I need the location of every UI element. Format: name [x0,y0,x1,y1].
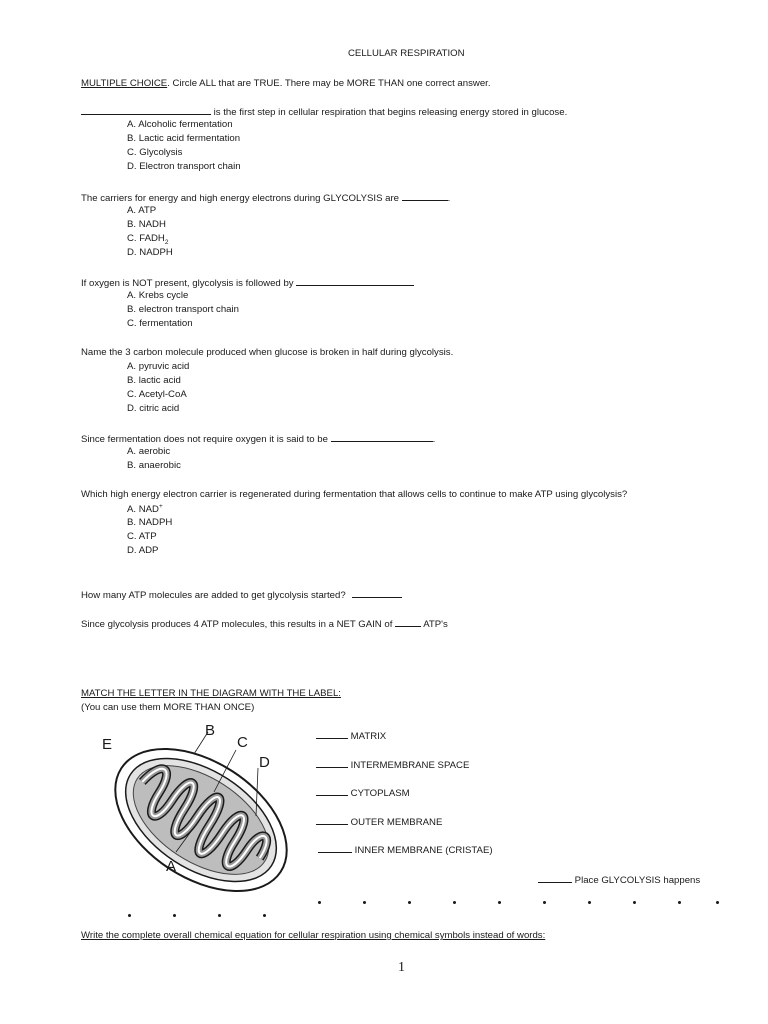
label-inner-membrane: INNER MEMBRANE (CRISTAE) [318,843,493,856]
question-stem: Since fermentation does not require oxygen it is said to be [81,434,328,445]
page-number: 1 [398,960,405,975]
question-stem: is the first step in cellular respiration that begins releasing energy stored in glucose. [213,107,568,118]
choice[interactable]: D. ADP [127,545,159,556]
question-stem: How many ATP molecules are added to get glycolysis started? [81,590,346,601]
match-heading: MATCH THE LETTER IN THE DIAGRAM WITH THE LABEL: [81,688,341,699]
question-1 [81,105,567,118]
instructions-text: . Circle ALL that are TRUE. There may be MORE THAN one correct answer. [167,78,491,89]
question-stem-end: . [447,193,451,204]
dot [173,914,176,917]
label-matrix: MATRIX [316,729,386,742]
dot [716,901,719,904]
choice[interactable]: D. citric acid [127,403,180,414]
question-5 [81,432,435,445]
choice[interactable]: B. NADPH [127,517,173,528]
choice[interactable]: B. electron transport chain [127,304,239,315]
question-4: Name the 3 carbon molecule produced when glucose is broken in half during glycolysis. [81,347,454,358]
diagram-letter-b: B [205,722,216,739]
question-stem: The carriers for energy and high energy electrons during GLYCOLYSIS are [81,193,399,204]
question-stem: If oxygen is NOT present, glycolysis is followed by [81,278,294,289]
label-cytoplasm: CYTOPLASM [316,786,410,799]
choice[interactable]: B. anaerobic [127,460,181,471]
question-6: Which high energy electron carrier is regenerated during fermentation that allows cells to continue to make ATP using glycolysis? [81,489,628,500]
choice[interactable]: C. fermentation [127,318,193,329]
short-answer-1 [81,588,402,601]
dot [678,901,681,904]
diagram-letter-e: E [102,736,113,753]
answer-blank[interactable] [402,191,448,201]
diagram-letter-c: C [237,734,248,751]
dot [128,914,131,917]
equation-prompt: Write the complete overall chemical equation for cellular respiration using chemical symbols instead of words: [81,930,546,941]
choice[interactable]: B. NADH [127,219,166,230]
dot [218,914,221,917]
question-stem-end: ATP's [423,619,448,630]
answer-blank[interactable] [316,758,348,768]
answer-blank[interactable] [318,843,352,853]
dot [498,901,501,904]
label-outer-membrane: OUTER MEMBRANE [316,815,442,828]
short-answer-2 [81,617,448,630]
choice[interactable]: A. Krebs cycle [127,290,189,301]
choice[interactable]: A. aerobic [127,446,171,457]
answer-blank[interactable] [296,276,414,286]
choice-subscript: 2 [164,238,169,246]
dot [263,914,266,917]
dot [543,901,546,904]
choice-text: C. FADH [127,233,165,244]
match-subheading: (You can use them MORE THAN ONCE) [81,702,255,713]
label-intermembrane-space: INTERMEMBRANE SPACE [316,758,469,771]
answer-blank[interactable] [331,432,433,442]
mitochondrion-diagram [96,720,306,895]
answer-blank[interactable] [352,588,402,598]
choice[interactable]: C. Acetyl-CoA [127,389,187,400]
choice[interactable]: C. Glycolysis [127,147,183,158]
dot [453,901,456,904]
label-glycolysis-place: Place GLYCOLYSIS happens [538,873,700,886]
choice[interactable] [127,233,168,246]
dot [318,901,321,904]
dot [633,901,636,904]
answer-blank[interactable] [316,729,348,739]
question-stem: Since glycolysis produces 4 ATP molecules, this results in a NET GAIN of [81,619,393,630]
choice-text: A. NAD [127,504,159,516]
diagram-letter-d: D [259,754,270,771]
choice[interactable]: D. NADPH [127,247,173,258]
answer-blank[interactable] [81,105,211,115]
dot [588,901,591,904]
question-stem-end: . [432,434,436,445]
answer-blank[interactable] [316,786,348,796]
page-title: CELLULAR RESPIRATION [348,48,465,59]
question-3 [81,276,414,289]
dot [363,901,366,904]
choice[interactable]: B. Lactic acid fermentation [127,133,241,144]
instructions-label: MULTIPLE CHOICE [81,78,168,89]
instructions [81,78,490,89]
choice[interactable]: A. Alcoholic fermentation [127,119,233,130]
answer-blank[interactable] [316,815,348,825]
answer-blank[interactable] [538,873,572,883]
choice[interactable] [127,503,163,515]
choice[interactable]: A. pyruvic acid [127,361,190,372]
question-2 [81,191,450,204]
choice[interactable]: B. lactic acid [127,375,181,386]
choice[interactable]: C. ATP [127,531,157,542]
diagram-letter-a: A [166,858,177,875]
answer-blank[interactable] [395,617,421,627]
choice[interactable]: A. ATP [127,205,157,216]
choice-superscript: + [159,503,163,510]
dot [408,901,411,904]
choice[interactable]: D. Electron transport chain [127,161,241,172]
